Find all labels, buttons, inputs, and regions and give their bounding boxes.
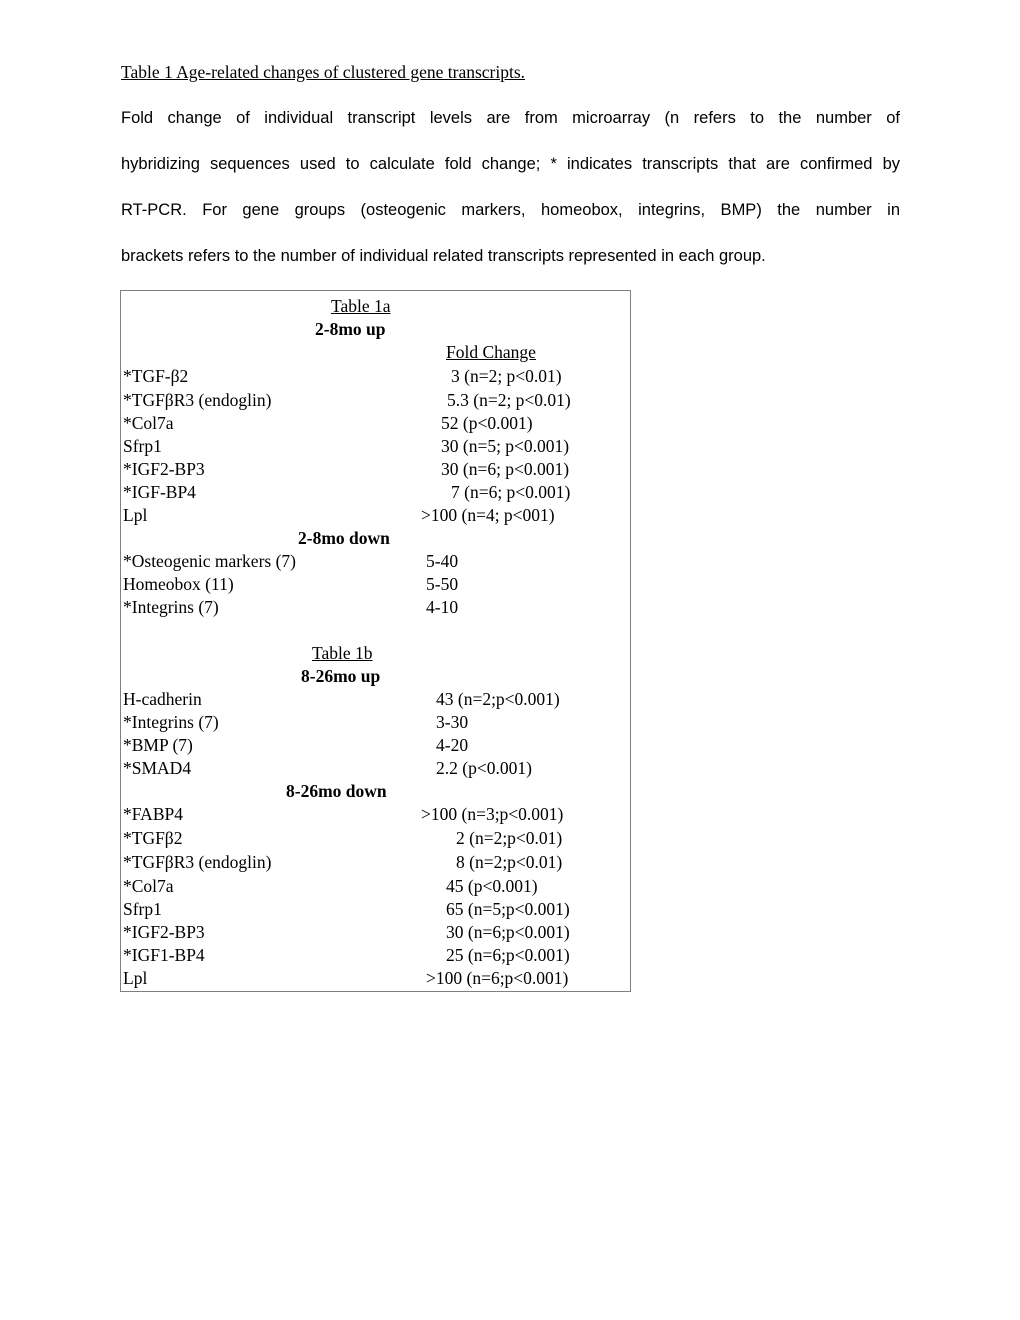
gene-name: *IGF1-BP4 (123, 945, 205, 965)
table-1a-title-row (121, 295, 630, 318)
table-1a-title: Table 1a (331, 296, 391, 316)
gene-name: *Col7a (123, 876, 174, 896)
fold-change-value: 5-40 (426, 551, 459, 571)
gene-name: *BMP (7) (123, 735, 193, 755)
table-row (121, 734, 630, 757)
fold-change-value: 3-30 (436, 712, 469, 732)
fold-change-value: 7 (n=6; p<0.001) (451, 482, 571, 502)
caption-line: brackets refers to the number of individual related transcripts represented in each group. (121, 247, 766, 265)
gene-name: H-cadherin (123, 689, 202, 709)
fold-change-value: 5.3 (n=2; p<0.01) (447, 390, 571, 410)
fold-change-value: 30 (n=6; p<0.001) (441, 459, 570, 479)
fold-change-value: >100 (n=6;p<0.001) (426, 968, 569, 988)
section-heading-row (121, 665, 630, 688)
section-heading-row (121, 527, 630, 550)
table-row (121, 458, 630, 481)
section-heading-8-26mo-down: 8-26mo down (286, 781, 387, 801)
gene-name: Homeobox (11) (123, 574, 234, 594)
fold-change-value: 30 (n=5; p<0.001) (441, 436, 570, 456)
column-header-row (121, 341, 630, 364)
gene-name: *TGFβR3 (endoglin) (123, 852, 272, 872)
caption-line: Fold change of individual transcript levels are from microarray (n refers to the number of (121, 109, 900, 127)
table-row (121, 412, 630, 435)
table-row (121, 757, 630, 780)
section-heading-2-8mo-down: 2-8mo down (298, 528, 390, 548)
fold-change-value: 2 (n=2;p<0.01) (456, 828, 563, 848)
fold-change-value: 4-20 (436, 735, 469, 755)
gene-name: *IGF2-BP3 (123, 922, 205, 942)
table-row (121, 573, 630, 596)
fold-change-value: >100 (n=3;p<0.001) (421, 804, 564, 824)
table-1b-title-row (121, 642, 630, 665)
gene-name: Sfrp1 (123, 899, 162, 919)
gene-name: Lpl (123, 505, 148, 525)
fold-change-header: Fold Change (446, 342, 536, 362)
caption-line: RT-PCR. For gene groups (osteogenic markers, homeobox, integrins, BMP) the number in (121, 201, 900, 219)
table-row (121, 550, 630, 573)
section-heading-8-26mo-up: 8-26mo up (301, 666, 381, 686)
table-row (121, 504, 630, 527)
table-row (121, 827, 630, 850)
section-heading-2-8mo-up: 2-8mo up (315, 319, 386, 339)
table-caption-description (121, 95, 900, 279)
table-row (121, 944, 630, 967)
fold-change-value: >100 (n=4; p<001) (421, 505, 555, 525)
gene-name: *Osteogenic markers (7) (123, 551, 296, 571)
table-1b-title: Table 1b (312, 643, 373, 663)
fold-change-value: 25 (n=6;p<0.001) (446, 945, 570, 965)
fold-change-value: 45 (p<0.001) (446, 876, 538, 896)
gene-name: *Col7a (123, 413, 174, 433)
gene-name: *FABP4 (123, 804, 183, 824)
fold-change-value: 52 (p<0.001) (441, 413, 533, 433)
gene-name: *TGFβ2 (123, 828, 183, 848)
table-row (121, 481, 630, 504)
section-heading-row (121, 318, 630, 341)
table-row (121, 921, 630, 944)
table-caption-title: Table 1 Age-related changes of clustered gene transcripts. (121, 62, 526, 82)
table-row (121, 851, 630, 874)
table-row (121, 435, 630, 458)
gene-name: *IGF2-BP3 (123, 459, 205, 479)
gene-name: *Integrins (7) (123, 712, 219, 732)
table-row (121, 803, 630, 826)
caption-line: hybridizing sequences used to calculate fold change; * indicates transcripts that are confirmed by (121, 155, 900, 173)
table-row (121, 711, 630, 734)
table-row (121, 365, 630, 388)
fold-change-value: 65 (n=5;p<0.001) (446, 899, 570, 919)
fold-change-value: 43 (n=2;p<0.001) (436, 689, 560, 709)
table-row (121, 875, 630, 898)
gene-name: Sfrp1 (123, 436, 162, 456)
fold-change-value: 4-10 (426, 597, 459, 617)
gene-name: *Integrins (7) (123, 597, 219, 617)
fold-change-value: 2.2 (p<0.001) (436, 758, 532, 778)
table-row (121, 898, 630, 921)
fold-change-value: 5-50 (426, 574, 459, 594)
fold-change-value: 3 (n=2; p<0.01) (451, 366, 562, 386)
fold-change-value: 8 (n=2;p<0.01) (456, 852, 563, 872)
table-row (121, 688, 630, 711)
table-row (121, 389, 630, 412)
gene-name: *IGF-BP4 (123, 482, 196, 502)
gene-name: *SMAD4 (123, 758, 192, 778)
fold-change-value: 30 (n=6;p<0.001) (446, 922, 570, 942)
gene-name: *TGF-β2 (123, 366, 189, 386)
table-row (121, 596, 630, 619)
gene-name: *TGFβR3 (endoglin) (123, 390, 272, 410)
section-heading-row (121, 780, 630, 803)
fold-change-table (120, 290, 631, 992)
table-row (121, 967, 630, 990)
gene-name: Lpl (123, 968, 148, 988)
